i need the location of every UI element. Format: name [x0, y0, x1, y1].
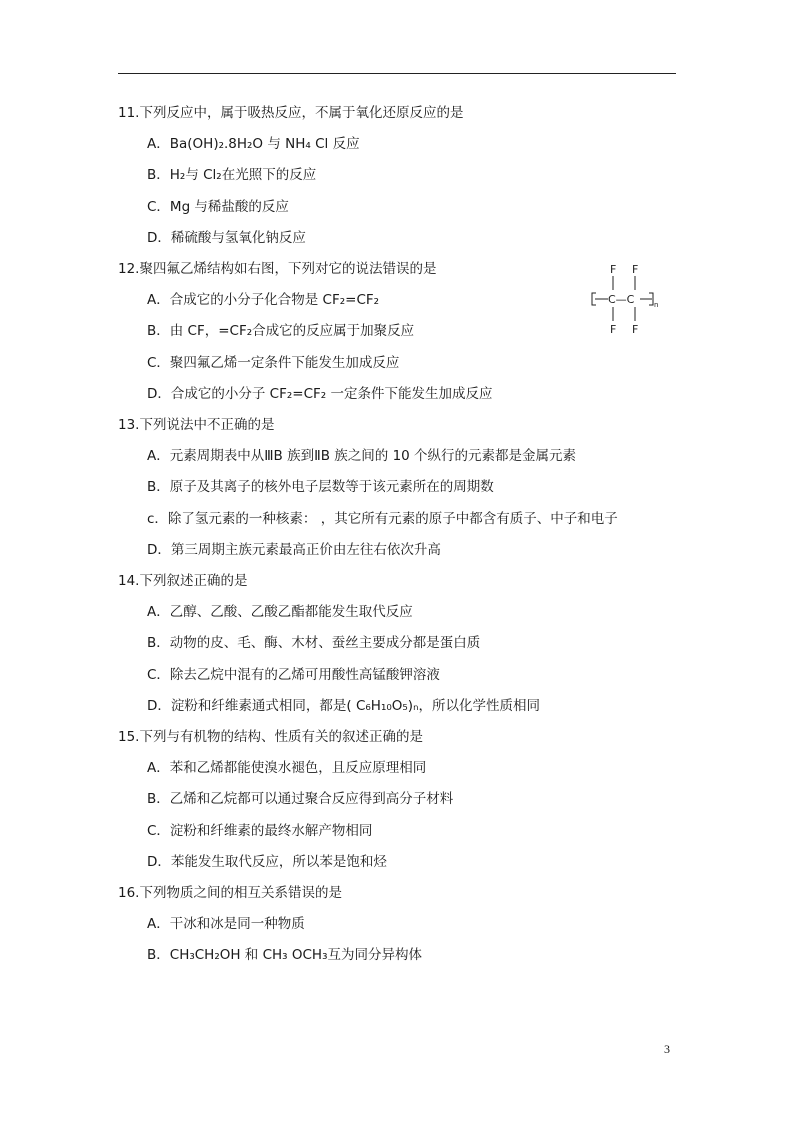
question-13-option-b: B．原子及其离子的核外电子层数等于该元素所在的周期数	[147, 479, 494, 495]
formula-top-f2: F	[632, 263, 639, 276]
question-14-stem: 14.下列叙述正确的是	[118, 573, 248, 589]
question-15-option-c: C．淀粉和纤维素的最终水解产物相同	[147, 823, 373, 839]
question-12-option-c: C．聚四氟乙烯一定条件下能发生加成反应	[147, 355, 400, 371]
question-15-option-b: B．乙烯和乙烷都可以通过聚合反应得到高分子材料	[147, 791, 454, 807]
header-rule	[118, 73, 676, 74]
formula-backbone: C—C	[608, 293, 635, 306]
question-13-stem: 13.下列说法中不正确的是	[118, 417, 275, 433]
question-11-option-d: D．稀硫酸与氢氧化钠反应	[147, 230, 306, 246]
question-11-option-a: A．Ba(OH)₂.8H₂O 与 NH₄ Cl 反应	[147, 136, 360, 152]
question-15-option-a: A．苯和乙烯都能使溴水褪色，且反应原理相同	[147, 760, 427, 776]
question-14-option-c: C．除去乙烷中混有的乙烯可用酸性高锰酸钾溶液	[147, 667, 440, 683]
question-14-option-b: B．动物的皮、毛、酶、木材、蚕丝主要成分都是蛋白质	[147, 635, 481, 651]
question-15-stem: 15.下列与有机物的结构、性质有关的叙述正确的是	[118, 729, 423, 745]
formula-bottom-f2: F	[632, 323, 639, 336]
question-16-option-a: A．干冰和冰是同一种物质	[147, 916, 305, 932]
question-14-option-a: A．乙醇、乙酸、乙酸乙酯都能发生取代反应	[147, 604, 413, 620]
question-13-option-c: c．除了氢元素的一种核素： ，其它所有元素的原子中都含有质子、中子和电子	[147, 511, 618, 527]
formula-top-f1: F	[610, 263, 617, 276]
question-11-stem: 11.下列反应中，属于吸热反应，不属于氧化还原反应的是	[118, 105, 464, 121]
question-16-stem: 16.下列物质之间的相互关系错误的是	[118, 885, 342, 901]
question-12-option-a: A．合成它的小分子化合物是 CF₂=CF₂	[147, 292, 380, 308]
formula-bottom-f1: F	[610, 323, 617, 336]
question-13-option-a: A．元素周期表中从ⅢB 族到ⅡB 族之间的 10 个纵行的元素都是金属元素	[147, 448, 577, 464]
question-12-option-d: D．合成它的小分子 CF₂=CF₂ 一定条件下能发生加成反应	[147, 386, 493, 402]
question-12-option-b: B．由 CF，=CF₂合成它的反应属于加聚反应	[147, 323, 415, 339]
question-14-option-d: D．淀粉和纤维素通式相同，都是( C₆H₁₀O₅)ₙ，所以化学性质相同	[147, 698, 540, 714]
question-16-option-b: B．CH₃CH₂OH 和 CH₃ OCH₃互为同分异构体	[147, 947, 422, 963]
question-15-option-d: D．苯能发生取代反应，所以苯是饱和烃	[147, 854, 387, 870]
ptfe-structure-formula	[582, 262, 662, 336]
formula-subscript-n: n	[654, 301, 659, 309]
question-11-option-c: C．Mg 与稀盐酸的反应	[147, 199, 289, 215]
question-11-option-b: B．H₂与 Cl₂在光照下的反应	[147, 167, 317, 183]
question-13-option-d: D．第三周期主族元素最高正价由左往右依次升高	[147, 542, 441, 558]
question-12-stem: 12.聚四氟乙烯结构如右图，下列对它的说法错误的是	[118, 261, 437, 277]
page-number: 3	[664, 1042, 670, 1056]
